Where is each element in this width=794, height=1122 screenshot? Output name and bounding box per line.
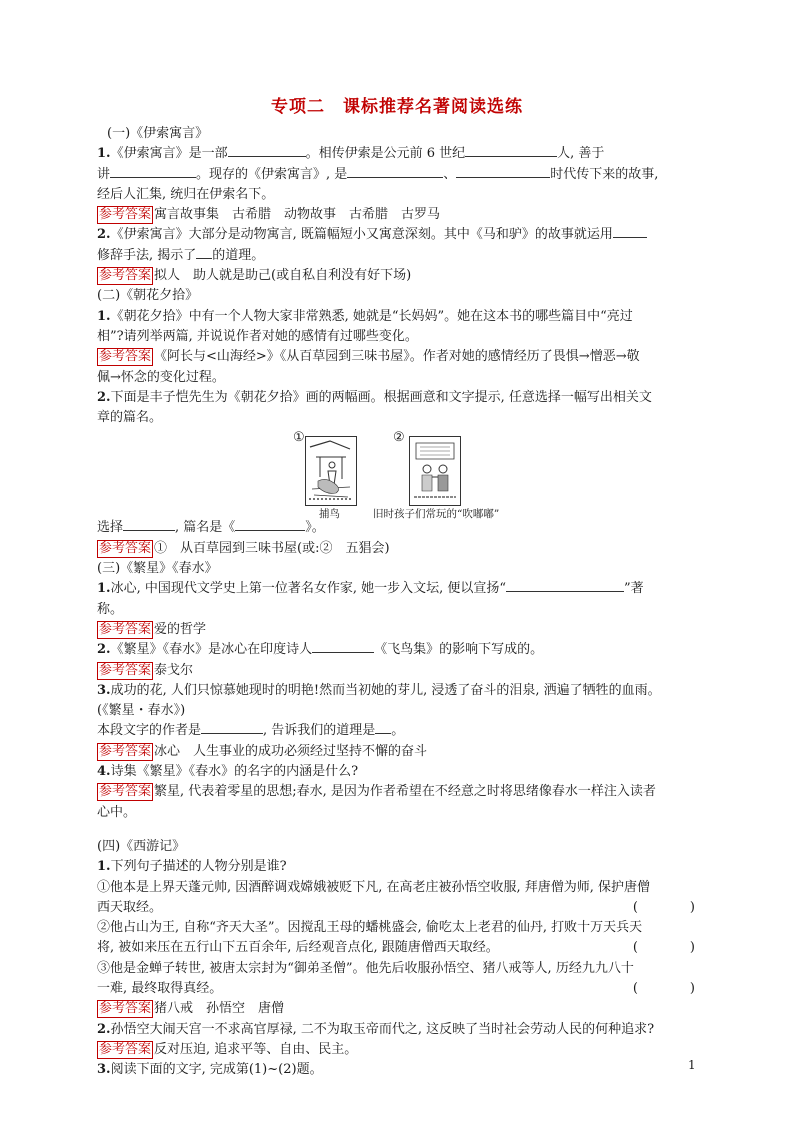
question-number: 1. [97,859,111,875]
answer-tag: 参考答案 [99,743,152,759]
question-4-3 [97,1060,697,1080]
answer-blank[interactable] [228,144,306,157]
question-line [97,165,697,185]
answer-parentheses[interactable]: ( ) [632,899,695,915]
answer-tag: 参考答案 [99,207,152,223]
answer-blank[interactable] [123,518,175,531]
question-text: 。现存的《伊索寓言》, 是 [196,166,348,182]
answer-blank[interactable] [613,225,647,238]
question-text: 下面是丰子恺先生为《朝花夕拾》画的两幅画。根据画意和文字提示, 任意选择一幅写出相关文 [110,389,652,405]
answer-parentheses[interactable]: ( ) [632,940,695,956]
question-line: 经后人汇集, 统归在伊索名下。 [97,186,275,202]
answer-blank[interactable] [196,246,212,259]
item-1-line [97,898,697,918]
question-text: 、 [443,166,457,182]
section-heading: (一)《伊索寓言》 [107,126,209,141]
answer-tag: 参考答案 [99,268,152,284]
question-text: 选择 [97,520,124,536]
answer-text: 猪八戒 孙悟空 唐僧 [154,1001,285,1017]
item-2-line [97,938,697,958]
question-number: 2. [97,642,111,658]
question-text: 阅读下面的文字, 完成第(1)~(2)题。 [110,1062,323,1078]
question-text: 时代传下来的故事, [550,166,659,182]
question-2-1 [97,307,697,327]
question-2-2-fill [97,518,697,538]
question-line: 章的篇名。 [97,410,163,426]
question-text: 》。 [305,520,325,536]
page-number: 1 [688,1058,696,1072]
question-text: 讲 [97,166,111,182]
answer-1-2 [97,266,697,286]
question-3-1 [97,579,697,599]
question-text: 本段文字的作者是 [97,723,202,739]
answer-text: 《阿长与<山海经>》《从百草园到三味书屋》。作者对她的感情经历了畏惧→憎恶→敬 [154,349,640,365]
answer-3-3 [97,742,697,762]
answer-tag: 参考答案 [99,540,152,556]
answer-3-4 [97,782,697,802]
section-heading: (三)《繁星》《春水》 [97,561,218,577]
figure-number: ② [393,430,405,446]
page-title: 专项二 课标推荐名著阅读选练 [271,97,523,117]
answer-parentheses[interactable]: ( ) [632,980,695,996]
question-3-4 [97,762,697,782]
question-4-1 [97,857,697,877]
answer-tag: 参考答案 [99,349,152,365]
answer-1-1 [97,205,697,225]
question-text: 。 [391,723,405,739]
question-text: 冰心, 中国现代文学史上第一位著名女作家, 她一步入文坛, 便以宣扬“ [110,581,507,597]
answer-3-1 [97,620,697,640]
item-2-line: ②他占山为王, 自称“齐天大圣”。因搅乱王母的蟠桃盛会, 偷吃太上老君的仙丹, 打败十万天兵天 [97,920,643,936]
question-text: , 告诉我们的道理是 [263,723,376,739]
section-heading: (四)《西游记》 [97,838,186,854]
answer-blank[interactable] [347,165,443,178]
answer-text: 繁星, 代表着零星的思想;春水, 是因为作者希望在不经意之时将思绪像春水一样注入读者 [154,784,656,800]
answer-4-1 [97,999,697,1019]
answer-text: ① 从百草园到三味书屋(或:② 五猖会) [154,540,390,556]
answer-4-2 [97,1040,697,1060]
answer-2-2 [97,539,697,559]
question-line [97,246,697,266]
answer-blank[interactable] [312,640,374,653]
answer-tag: 参考答案 [99,1041,152,1057]
question-4-2 [97,1020,697,1040]
answer-blank[interactable] [375,721,391,734]
answer-line: 佩→怀念的变化过程。 [97,369,225,385]
question-3-2 [97,640,697,660]
question-number: 1. [97,146,111,162]
question-text: 成功的花, 人们只惊慕她现时的明艳!然而当初她的芽儿, 浸透了奋斗的泪泉, 洒遍了牺牲的血雨。 [110,682,661,698]
question-number: 2. [97,1021,111,1037]
bird-catching-drawing [305,436,357,506]
question-text: 人, 善于 [557,146,605,162]
answer-line: 心中。 [97,804,137,820]
worksheet-page [97,96,697,1080]
answer-tag: 参考答案 [99,621,152,637]
question-text: 《朝花夕拾》中有一个人物大家非常熟悉, 她就是“长妈妈”。她在这本书的哪些篇目中“亮过 [110,308,633,324]
question-text: 下列句子描述的人物分别是谁? [110,859,287,875]
figure-number: ① [293,430,305,446]
question-text: 孙悟空大闹天宫一不求高官厚禄, 二不为取玉帝而代之, 这反映了当时社会劳动人民的何种追求? [110,1021,655,1037]
illustration-caption: 旧时孩子们常玩的“吹嘟嘟” [373,508,500,521]
section-heading: (二)《朝花夕拾》 [97,288,199,304]
question-line: 称。 [97,601,124,617]
answer-text: 冰心 人生事业的成功必须经过坚持不懈的奋斗 [154,743,428,759]
question-text: 将, 被如来压在五行山下五百余年, 后经观音点化, 跟随唐僧西天取经。 [97,940,499,956]
children-playing-drawing [409,436,461,506]
answer-blank[interactable] [235,518,305,531]
answer-tag: 参考答案 [99,662,152,678]
question-3-3 [97,681,697,701]
question-1-2 [97,225,697,245]
question-text: ”著 [624,581,644,597]
question-number: 3. [97,682,111,698]
question-text: 《飞鸟集》的影响下写成的。 [374,642,544,658]
answer-2-1 [97,347,697,367]
question-text: 的道理。 [212,247,265,263]
illustration-caption: 捕鸟 [319,508,340,521]
question-text: , 篇名是《 [175,520,236,536]
answer-tag: 参考答案 [99,1001,152,1017]
answer-3-2 [97,661,697,681]
question-text: 修辞手法, 揭示了 [97,247,197,263]
question-number: 1. [97,308,111,324]
answer-blank[interactable] [456,165,550,178]
item-1-line: ①他本是上界天蓬元帅, 因酒醉调戏嫦娥被贬下凡, 在高老庄被孙悟空收服, 拜唐僧为师, 保护唐僧 [97,879,651,895]
question-1-1 [97,144,697,164]
question-number: 2. [97,389,111,405]
question-line: (《繁星・春水》) [97,703,186,719]
illustrations [97,430,697,521]
question-text: 《繁星》《春水》是冰心在印度诗人 [110,642,313,658]
question-text: 一难, 最终取得真经。 [97,980,223,996]
question-text: 《伊索寓言》大部分是动物寓言, 既篇幅短小又寓意深刻。其中《马和驴》的故事就运用 [110,227,613,243]
answer-text: 爱的哲学 [154,621,207,637]
item-3-line [97,979,697,999]
item-3-line: ③他是金蝉子转世, 被唐太宗封为“御弟圣僧”。他先后收服孙悟空、猪八戒等人, 历经九九八十 [97,960,634,976]
question-line [97,721,697,741]
question-text: 。相传伊索是公元前 6 世纪 [305,146,466,162]
question-text: 诗集《繁星》《春水》的名字的内涵是什么? [110,764,359,780]
question-text: 西天取经。 [97,899,163,915]
answer-text: 反对压迫, 追求平等、自由、民主。 [154,1041,358,1057]
answer-blank[interactable] [110,165,196,178]
answer-text: 泰戈尔 [154,662,194,678]
question-text: 《伊索寓言》是一部 [110,146,228,162]
answer-text: 寓言故事集 古希腊 动物故事 古希腊 古罗马 [154,207,441,223]
question-number: 4. [97,764,111,780]
question-number: 3. [97,1062,111,1078]
question-number: 2. [97,227,111,243]
question-number: 1. [97,581,111,597]
answer-text: 拟人 助人就是助己(或自私自利没有好下场) [154,268,412,284]
question-2-2 [97,388,697,408]
answer-tag: 参考答案 [99,784,152,800]
answer-blank[interactable] [201,721,263,734]
answer-blank[interactable] [465,144,557,157]
question-line: 相”?请列举两篇, 并说说作者对她的感情有过哪些变化。 [97,328,418,344]
answer-blank[interactable] [506,579,624,592]
